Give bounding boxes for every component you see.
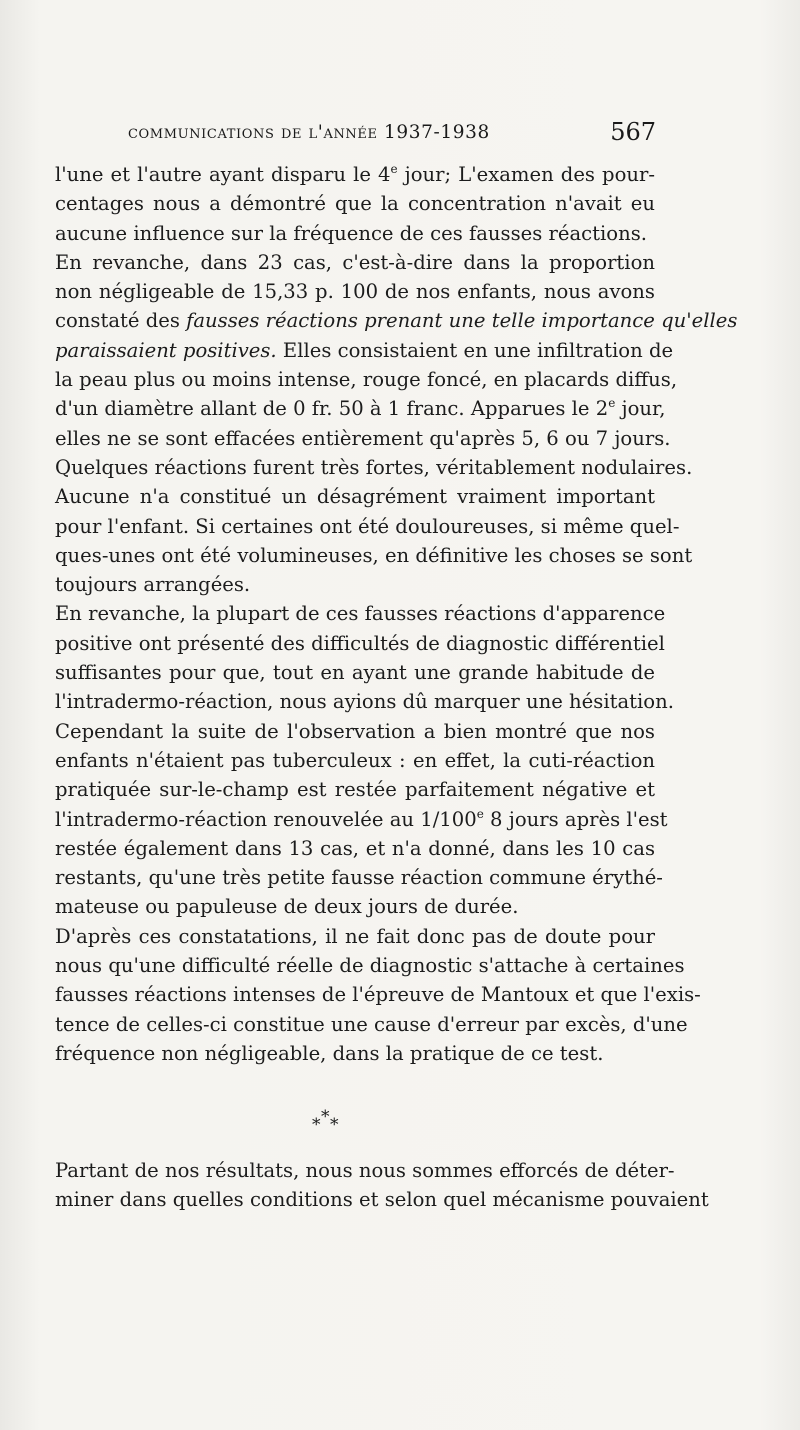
text-line: fréquence non négligeable, dans la pratique de ce test. [55, 1041, 604, 1065]
text-line: ques-unes ont été volumineuses, en définitive les choses se sont [55, 543, 693, 567]
text-line: tence de celles-ci constitue une cause d'erreur par excès, d'une [55, 1012, 688, 1036]
superscript: e [390, 162, 398, 176]
text-line: mateuse ou papuleuse de deux jours de durée. [55, 895, 519, 919]
text-line: En revanche, dans 23 cas, c'est-à-dire dans la proportion [55, 250, 655, 274]
asterism-star: * [321, 1107, 330, 1127]
asterism-separator [306, 1107, 346, 1137]
text-line [55, 394, 666, 423]
text-run: 8 jours après l'est [483, 807, 668, 831]
body-text-continued [55, 1156, 709, 1215]
page-number: 567 [610, 118, 656, 146]
running-head [128, 118, 656, 148]
text-line: positive ont présenté des difficultés de diagnostic différentiel [55, 631, 665, 655]
text-run: jour; L'examen des pour- [397, 163, 656, 186]
italic-run: fausses réactions prenant une telle importance qu'elles [186, 309, 738, 333]
italic-run: paraissaient positives. [55, 338, 277, 362]
text-run: d'un diamètre allant de 0 fr. 50 à 1 franc. Apparues le 2 [55, 397, 609, 421]
text-line: enfants n'étaient pas tuberculeux : en effet, la cuti-réaction [55, 748, 655, 772]
superscript: e [608, 396, 616, 411]
text-line: Quelques réactions furent très fortes, véritablement nodulaires. [55, 455, 693, 479]
text-line: Cependant la suite de l'observation a bien montré que nos [55, 719, 655, 743]
text-line: En revanche, la plupart de ces fausses réactions d'apparence [55, 602, 666, 626]
asterism-star: * [312, 1115, 321, 1135]
text-line: nous qu'une difficulté réelle de diagnostic s'attache à certaines [55, 954, 685, 978]
text-line [55, 805, 668, 834]
text-line: miner dans quelles conditions et selon quel mécanisme pouvaient [55, 1188, 709, 1212]
text-line: l'intradermo-réaction, nous ayions dû marquer une hésitation. [55, 690, 674, 714]
text-line: elles ne se sont effacées entièrement qu'après 5, 6 ou 7 jours. [55, 426, 671, 450]
text-line: Aucune n'a constitué un désagrément vraiment important [55, 485, 655, 509]
text-line: fausses réactions intenses de l'épreuve de Mantoux et que l'exis- [55, 983, 701, 1007]
text-line: D'après ces constatations, il ne fait donc pas de doute pour [55, 924, 655, 948]
text-line: la peau plus ou moins intense, rouge foncé, en placards diffus, [55, 368, 678, 392]
body-text [55, 160, 738, 1068]
asterism-star: * [330, 1115, 339, 1135]
superscript: e [476, 806, 484, 821]
text-line [55, 306, 738, 335]
text-run: l'une et l'autre ayant disparu le 4 [55, 163, 391, 186]
text-line: suffisantes pour que, tout en ayant une grande habitude de [55, 661, 655, 685]
text-line: pour l'enfant. Si certaines ont été douloureuses, si même quel- [55, 514, 680, 538]
text-run: l'intradermo-réaction renouvelée au 1/100 [55, 807, 477, 831]
text-line [55, 160, 655, 189]
text-run: jour, [615, 397, 666, 421]
text-line [55, 336, 674, 365]
text-line: restée également dans 13 cas, et n'a donné, dans les 10 cas [55, 836, 655, 860]
text-run: constaté des [55, 309, 187, 333]
text-line: aucune influence sur la fréquence de ces fausses réactions. [55, 221, 647, 245]
text-line: pratiquée sur-le-champ est restée parfaitement négative et [55, 778, 655, 802]
running-head-title: communications de l'année 1937-1938 [128, 122, 490, 143]
text-line: centages nous a démontré que la concentration n'avait eu [55, 192, 655, 216]
text-line: toujours arrangées. [55, 573, 251, 597]
text-line: non négligeable de 15,33 p. 100 de nos enfants, nous avons [55, 280, 655, 304]
text-line: restants, qu'une très petite fausse réaction commune érythé- [55, 866, 663, 890]
text-run: Elles consistaient en une infiltration de [276, 338, 674, 362]
text-line: Partant de nos résultats, nous nous sommes efforcés de déter- [55, 1159, 675, 1182]
